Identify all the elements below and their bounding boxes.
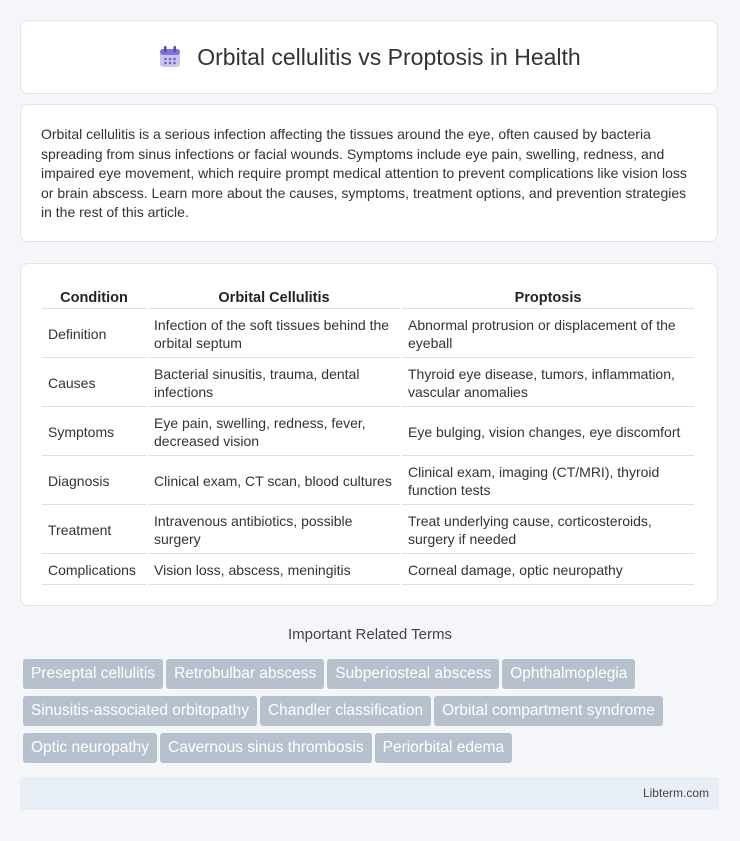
cell-orbital-cellulitis: Bacterial sinusitis, trauma, dental infections [148,360,400,407]
cell-condition: Diagnosis [42,458,146,505]
term-tag[interactable]: Preseptal cellulitis [23,659,163,689]
cell-orbital-cellulitis: Intravenous antibiotics, possible surgery [148,507,400,554]
intro-text: Orbital cellulitis is a serious infection affecting the tissues around the eye, often caused by bacteria spreading from sinus infections or facial wounds. Symptoms include eye pain, swelling, redness, and impaired eye movement, which require prompt medical attention to prevent complications like vision loss or brain abscess. Learn more about the causes, symptoms, treatment options, and prevention strategies in the rest of this article. [41,126,687,221]
term-tag[interactable]: Periorbital edema [375,733,512,763]
table-row [42,458,694,505]
intro-card [20,104,718,242]
footer [20,777,719,810]
header-orbital-cellulitis: Orbital Cellulitis [148,286,400,309]
cell-proptosis: Corneal damage, optic neuropathy [402,556,694,585]
page-title: Orbital cellulitis vs Proptosis in Health [197,43,581,70]
table-row [42,311,694,358]
term-tag[interactable]: Orbital compartment syndrome [434,696,663,726]
cell-condition: Complications [42,556,146,585]
table-row [42,409,694,456]
cell-condition: Causes [42,360,146,407]
cell-orbital-cellulitis: Clinical exam, CT scan, blood cultures [148,458,400,505]
term-tag[interactable]: Cavernous sinus thrombosis [160,733,372,763]
table-row [42,556,694,585]
cell-proptosis: Treat underlying cause, corticosteroids, surgery if needed [402,507,694,554]
cell-proptosis: Abnormal protrusion or displacement of the eyeball [402,311,694,358]
header-card [20,20,718,94]
related-terms-list [23,659,713,770]
cell-orbital-cellulitis: Infection of the soft tissues behind the orbital septum [148,311,400,358]
cell-condition: Treatment [42,507,146,554]
cell-orbital-cellulitis: Eye pain, swelling, redness, fever, decreased vision [148,409,400,456]
calendar-icon [157,44,183,70]
cell-condition: Symptoms [42,409,146,456]
term-tag[interactable]: Subperiosteal abscess [327,659,499,689]
term-tag[interactable]: Sinusitis-associated orbitopathy [23,696,257,726]
cell-orbital-cellulitis: Vision loss, abscess, meningitis [148,556,400,585]
cell-proptosis: Eye bulging, vision changes, eye discomfort [402,409,694,456]
term-tag[interactable]: Chandler classification [260,696,431,726]
table-header-row [42,286,694,309]
term-tag[interactable]: Optic neuropathy [23,733,157,763]
table-row [42,507,694,554]
cell-condition: Definition [42,311,146,358]
comparison-table-card [20,263,718,606]
cell-proptosis: Clinical exam, imaging (CT/MRI), thyroid function tests [402,458,694,505]
table-row [42,360,694,407]
header-proptosis: Proptosis [402,286,694,309]
cell-proptosis: Thyroid eye disease, tumors, inflammation, vascular anomalies [402,360,694,407]
header-condition: Condition [42,286,146,309]
comparison-table [40,284,696,587]
term-tag[interactable]: Retrobulbar abscess [166,659,324,689]
footer-site-link[interactable]: Libterm.com [642,786,709,800]
term-tag[interactable]: Ophthalmoplegia [502,659,635,689]
related-terms-title: Important Related Terms [288,626,452,643]
